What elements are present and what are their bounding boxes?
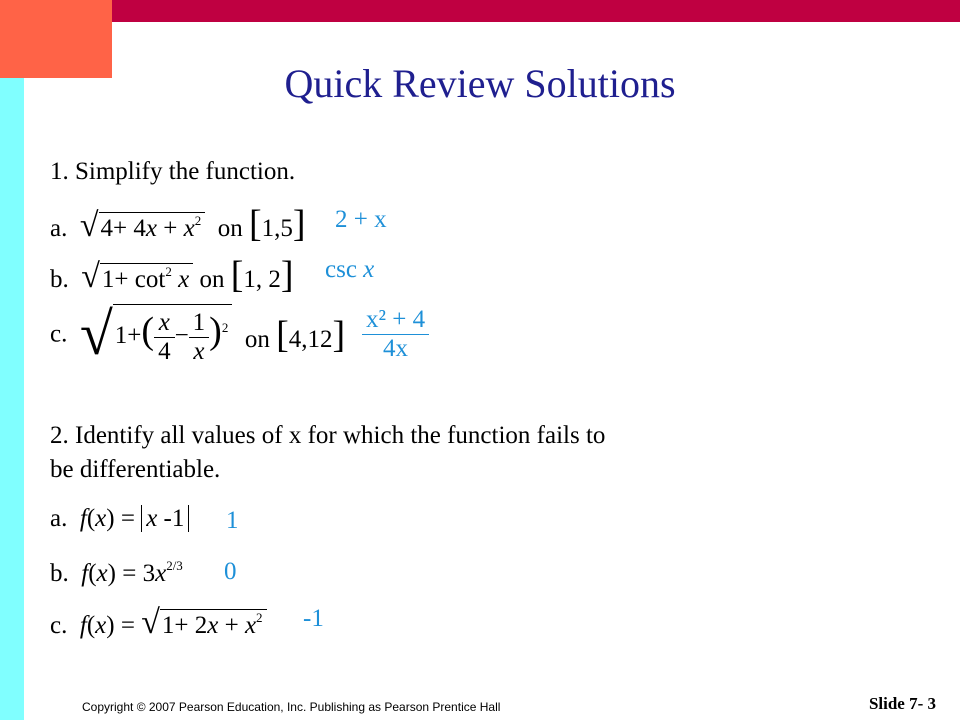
q1c-answer bbox=[362, 306, 429, 363]
slide-number: Slide 7- 3 bbox=[868, 694, 936, 713]
q2a-expression: a. f(x) = x -1 bbox=[50, 505, 189, 533]
q2c-expression: c. $f(x) = √1+ 2x + x^2$ bbox=[50, 604, 267, 642]
copyright-footer: Copyright © 2007 Pearson Education, Inc. Publishing as Pearson Prentice Hall bbox=[82, 700, 501, 714]
q1a-answer: 2 + x bbox=[335, 206, 387, 233]
q1c-label: c. bbox=[50, 320, 68, 348]
q2b-label: b. bbox=[50, 560, 69, 587]
q2c-answer: -1 bbox=[303, 605, 324, 632]
q2a-label: a. bbox=[50, 505, 68, 532]
q1b-label: b. bbox=[50, 266, 69, 293]
q2b-expression: b. $f(x) = 3x^{2/3}$ bbox=[50, 558, 183, 587]
q1c-answer-numerator: x² + 4 bbox=[362, 306, 429, 335]
q2b-answer: 0 bbox=[224, 558, 237, 585]
q2a-answer: 1 bbox=[226, 507, 239, 534]
q2-heading-line1: 2. Identify all values of x for which the function fails to bbox=[50, 422, 606, 449]
q1a-label: a. bbox=[50, 215, 68, 242]
q1a-expression: a. $√4+ 4x + x^2$ on [1,5] bbox=[50, 203, 306, 245]
q2-heading-line2: be differentiable. bbox=[50, 456, 221, 483]
slide-title: Quick Review Solutions bbox=[284, 61, 676, 106]
q1c-expression: c. √1+( $\frac{x}{4}$ − $\frac{1}{x}$ )$^2$ on [4,12] bbox=[50, 301, 346, 367]
q2c-label: c. bbox=[50, 612, 68, 639]
left-accent-bar bbox=[0, 78, 24, 720]
q1-heading: 1. Simplify the function. bbox=[50, 158, 296, 185]
q1c-answer-denominator: 4x bbox=[383, 335, 409, 362]
q1b-expression: b. $√1+ \cot^2 x$ on [1, 2] bbox=[50, 254, 294, 296]
q1b-answer: csc x bbox=[325, 256, 375, 283]
top-accent-bar bbox=[112, 0, 960, 22]
